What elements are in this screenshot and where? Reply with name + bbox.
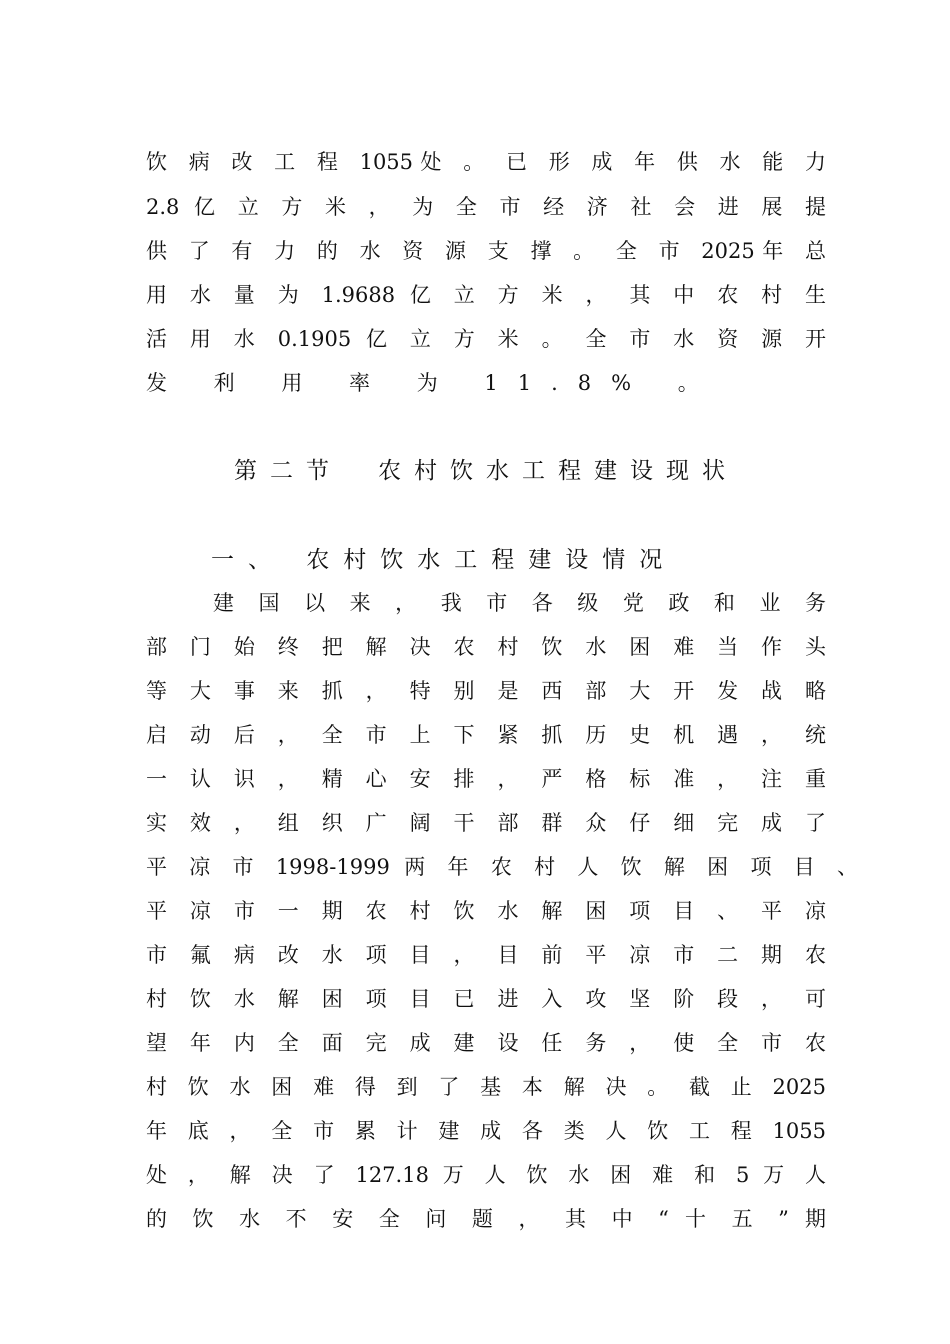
paragraph-line: 年 底 ， 全 市 累 计 建 成 各 类 人 饮 工 程 1055 [146,1119,826,1143]
paragraph-line [146,368,826,398]
paragraph-line: 村 饮 水 困 难 得 到 了 基 本 解 决 。 截 止 2025 [146,1075,826,1099]
paragraph-line: 部 门 始 终 把 解 决 农 村 饮 水 困 难 当 作 头 [146,635,826,659]
paragraph-line: 用 水 量 为 1.9688 亿 立 方 米 ， 其 中 农 村 生 [146,283,826,307]
paragraph-line: 的 饮 水 不 安 全 问 题 ， 其 中 “ 十 五 ” 期 [146,1207,826,1231]
subsection-title: 一、 农村饮水工程建设情况 [211,547,677,573]
section-title: 第二节 农村饮水工程建设现状 [234,458,738,484]
paragraph-line: 等 大 事 来 抓 ， 特 别 是 西 部 大 开 发 战 略 [146,679,826,703]
paragraph-line: 平 凉 市 一 期 农 村 饮 水 解 困 项 目 、 平 凉 [146,899,826,923]
paragraph-line: 供 了 有 力 的 水 资 源 支 撑 。 全 市 2025年 总 [146,239,826,263]
paragraph-line: 2.8 亿 立 方 米 ， 为 全 市 经 济 社 会 进 展 提 [146,195,826,219]
paragraph-line: 市 氟 病 改 水 项 目 ， 目 前 平 凉 市 二 期 农 [146,943,826,967]
paragraph-line: 建 国 以 来 ， 我 市 各 级 党 政 和 业 务 [213,591,826,615]
paragraph-line: 实 效 ， 组 织 广 阔 干 部 群 众 仔 细 完 成 了 [146,811,826,835]
paragraph-line: 一 认 识 ， 精 心 安 排 ， 严 格 标 准 ， 注 重 [146,767,826,791]
paragraph-line: 望 年 内 全 面 完 成 建 设 任 务 ， 使 全 市 农 [146,1031,826,1055]
paragraph-line: 活 用 水 0.1905 亿 立 方 米 。 全 市 水 资 源 开 [146,327,826,351]
paragraph-line: 村 饮 水 解 困 项 目 已 进 入 攻 坚 阶 段 ， 可 [146,987,826,1011]
paragraph-line: 平 凉 市 1998-1999 两 年 农 村 人 饮 解 困 项 目 、 [146,855,858,879]
paragraph-line-text: 发 利 用 率 为 11.8% 。 [146,371,719,395]
paragraph-line: 启 动 后 ， 全 市 上 下 紧 抓 历 史 机 遇 ， 统 [146,723,826,747]
paragraph-line: 处 ， 解 决 了 127.18 万 人 饮 水 困 难 和 5 万 人 [146,1163,826,1187]
paragraph-line: 饮 病 改 工 程 1055处 。 已 形 成 年 供 水 能 力 [146,150,826,174]
